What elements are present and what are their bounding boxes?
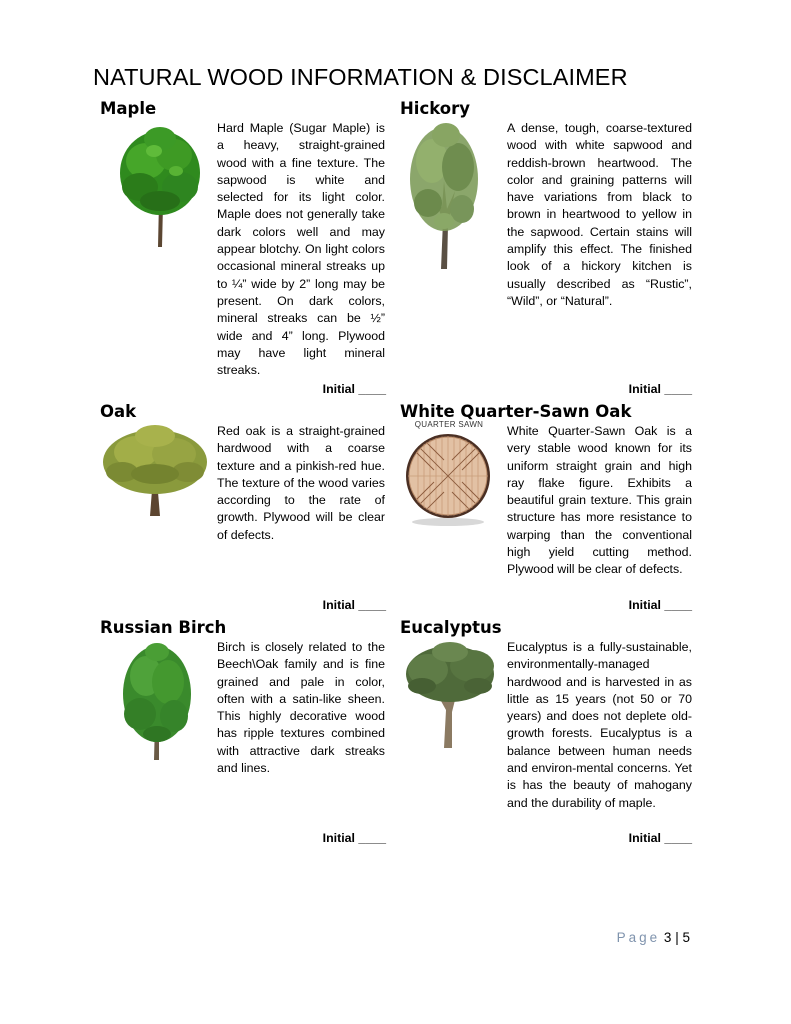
maple-tree-image [110, 121, 210, 251]
section-title: White Quarter-Sawn Oak [400, 402, 632, 421]
maple-description: Hard Maple (Sugar Maple) is a heavy, straight-grained wood with a fine texture. The sapwood is white and selected for its light color. Maple does not generally take dark colors well and may appear blotchy. On light colors occasional mineral streaks up to ¼” wide by 2” long may be present. On dark colors, mineral streaks can be ½” wide and 4” long. Plywood may have light mineral streaks. [217, 121, 385, 378]
section-title: Hickory [400, 99, 471, 118]
birch-description: Birch is closely related to the Beech\Oak family and is fine grained and pale in color, often with a satin-like sheen. This highly decorative wood has ripple textures combined with attractive dark streaks and lines. [217, 640, 385, 776]
page-footer [560, 930, 690, 945]
quarter-sawn-log-image [404, 430, 492, 530]
section-title: Eucalyptus [400, 618, 502, 637]
page-title: NATURAL WOOD INFORMATION & DISCLAIMER [93, 64, 628, 90]
hickory-description: A dense, tough, coarse-textured wood with white sapwood and reddish-brown heartwood. The color and graining patterns will have variations from black to brown in heartwood to yellow in the sapwood. Certain stains will amplify this effect. The finished look of a hickory kitchen is usually described as “Rustic”, “Wild”, or “Natural”. [507, 121, 692, 308]
hickory-tree-image [402, 121, 492, 271]
section-title: Maple [100, 99, 157, 118]
maple-initial: Initial ____ [322, 382, 386, 396]
section-title: Oak [100, 402, 137, 421]
oak-initial: Initial ____ [322, 598, 386, 612]
oak-description: Red oak is a straight-grained hardwood with a coarse texture and a pinkish-red hue. The texture of the wood varies according to the rate of growth. Plywood will be clear of defects. [217, 424, 385, 542]
eucalyptus-description: Eucalyptus is a fully-sustainable, environmentally-managed hardwood and is harvested in as little as 15 years (not 50 or 70 years) and does not deplete old-growth forests. Eucalyptus is a balance between human needs and environ-mental concerns. Yet is has the beauty of mahogany and the durability of maple. [507, 640, 692, 810]
footer-page-word: Page [616, 930, 661, 945]
wqso-description: White Quarter-Sawn Oak is a very stable wood known for its uniform straight grain and high ray flake figure. Exhibits a beautiful grain texture. This grain structure has more resistance to warping than the conventional high yield cutting method. Plywood will be clear of defects. [507, 424, 692, 577]
quarter-sawn-label: QUARTER SAWN [414, 420, 484, 429]
birch-tree-image [100, 642, 210, 772]
eucalyptus-initial: Initial ____ [628, 831, 692, 845]
birch-initial: Initial ____ [322, 831, 386, 845]
wqso-initial: Initial ____ [628, 598, 692, 612]
oak-tree-image [100, 422, 210, 518]
footer-separator: | [675, 930, 679, 945]
eucalyptus-tree-image [402, 640, 498, 750]
hickory-initial: Initial ____ [628, 382, 692, 396]
section-title: Russian Birch [100, 618, 227, 637]
footer-total-pages: 5 [682, 930, 690, 945]
footer-current-page: 3 [663, 930, 672, 945]
